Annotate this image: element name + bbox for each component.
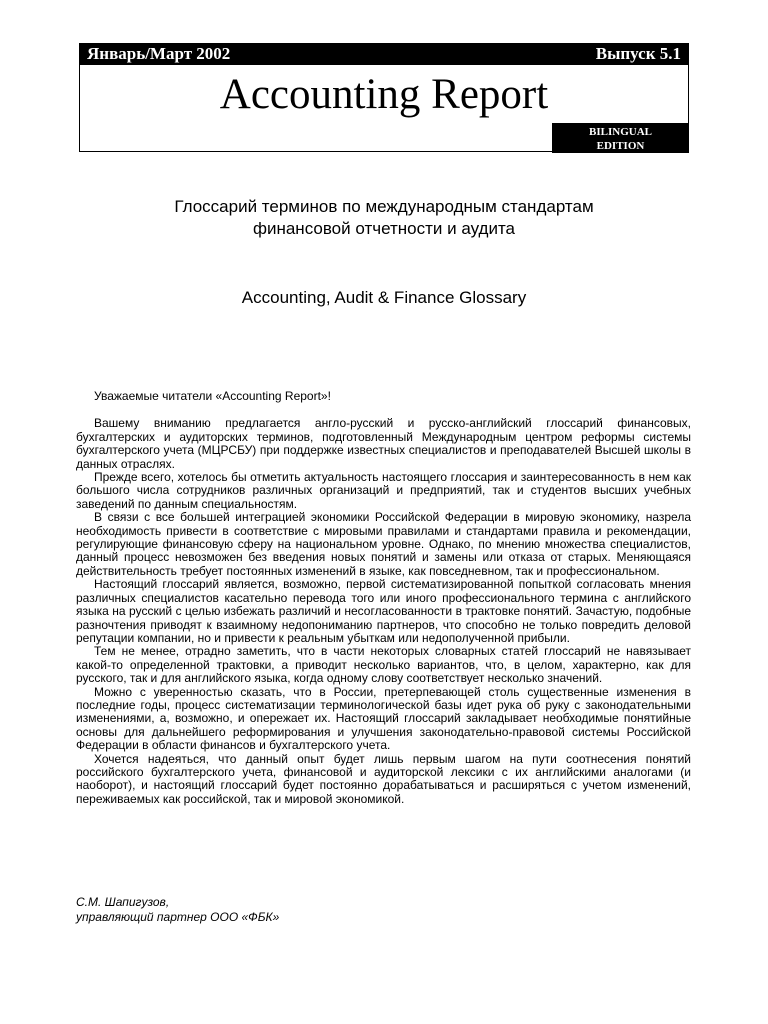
- paragraph: Прежде всего, хотелось бы отметить актуальность настоящего глоссария и заинтересованность в нем как большого числа сотрудников различных организаций и предприятий, так и студентов высших учебных заведений по данным специальностям.: [76, 470, 691, 511]
- glossary-title-en: Accounting, Audit & Finance Glossary: [241, 288, 527, 307]
- masthead-top-bar: [79, 43, 689, 65]
- signature-name: С.М. Шапигузов,: [76, 895, 170, 909]
- letter-body: [76, 390, 691, 806]
- signature: [76, 895, 279, 925]
- title-box: [79, 65, 689, 152]
- edition-badge: [552, 123, 689, 153]
- paragraph: Хочется надеяться, что данный опыт будет лишь первым шагом на пути соотнесения понятий российского бухгалтерского учета, финансовой и аудиторской лексики с их английскими аналогами (и наоборот), и настоящий глоссарий будет постоянно дорабатываться и расширяться с учетом изменений, переживаемых как российской, так и мировой экономикой.: [76, 751, 691, 806]
- edition-line-1: BILINGUAL: [589, 126, 652, 138]
- paragraph: Можно с уверенностью сказать, что в России, претерпевающей столь существенные изменения в последние годы, процесс систематизации терминологической базы идет рука об руку с законодательными изменениями, а, возможно, и опережает их. Настоящий глоссарий закладывает необходимые понятийные основы для дальнейшего реформирования и улучшения законодательно-правовой системы Российской Федерации в области финансов и бухгалтерского учета.: [76, 684, 691, 753]
- paragraph: Тем не менее, отрадно заметить, что в части некоторых словарных статей глоссарий не навязывает какой-то определенной трактовки, а приводит несколько вариантов, что, в целом, характерно, как для русского, так и для английского языка, когда одному слову соответствует несколько значений.: [76, 644, 691, 686]
- greeting: Уважаемые читатели «Accounting Report»!: [94, 389, 331, 403]
- publication-title: Accounting Report: [219, 71, 549, 118]
- paragraph: В связи с все большей интеграцией экономики Российской Федерации в мировую экономику, назрела необходимость привести в соответствие с мировыми правилами и стандартами правила и рекомендации, регулирующие финансовую сферу на национальном уровне. Однако, по мнению множества специалистов, данный процесс невозможен без введения новых понятий и замены или отказа от старых. Меняющаяся действительность требует постоянных изменений в языке, как повседневном, так и профессиональном.: [76, 510, 691, 578]
- glossary-title-ru: [0, 196, 768, 240]
- glossary-title-ru-line-1: Глоссарий терминов по международным стандартам: [174, 197, 594, 216]
- masthead: [79, 43, 689, 152]
- paragraph: Настоящий глоссарий является, возможно, первой систематизированной попыткой согласовать мнения различных специалистов касательно перевода того или иного профессионального термина с английского языка на русский с целью избежать различий и несогласованности в трактовке понятий. Зачастую, подобные разночтения приводят к взаимному недопониманию партнеров, что способно не только повредить деловой репутации компании, но и привести к реальным убыткам или недополученной прибыли.: [76, 577, 691, 645]
- edition-line-2: EDITION: [596, 140, 645, 152]
- paragraph: Вашему вниманию предлагается англо-русский и русско-английский глоссарий финансовых, бухгалтерских и аудиторских терминов, подготовленный Международным центром реформы системы бухгалтерского учета (МЦРСБУ) при поддержке известных специалистов и преподавателей Высшей школы в данных отраслях.: [76, 416, 691, 471]
- issue-date: Январь/Март 2002: [87, 44, 231, 63]
- issue-number: Выпуск 5.1: [595, 44, 681, 63]
- signature-position: управляющий партнер ООО «ФБК»: [76, 910, 280, 924]
- glossary-title-ru-line-2: финансовой отчетности и аудита: [252, 219, 515, 238]
